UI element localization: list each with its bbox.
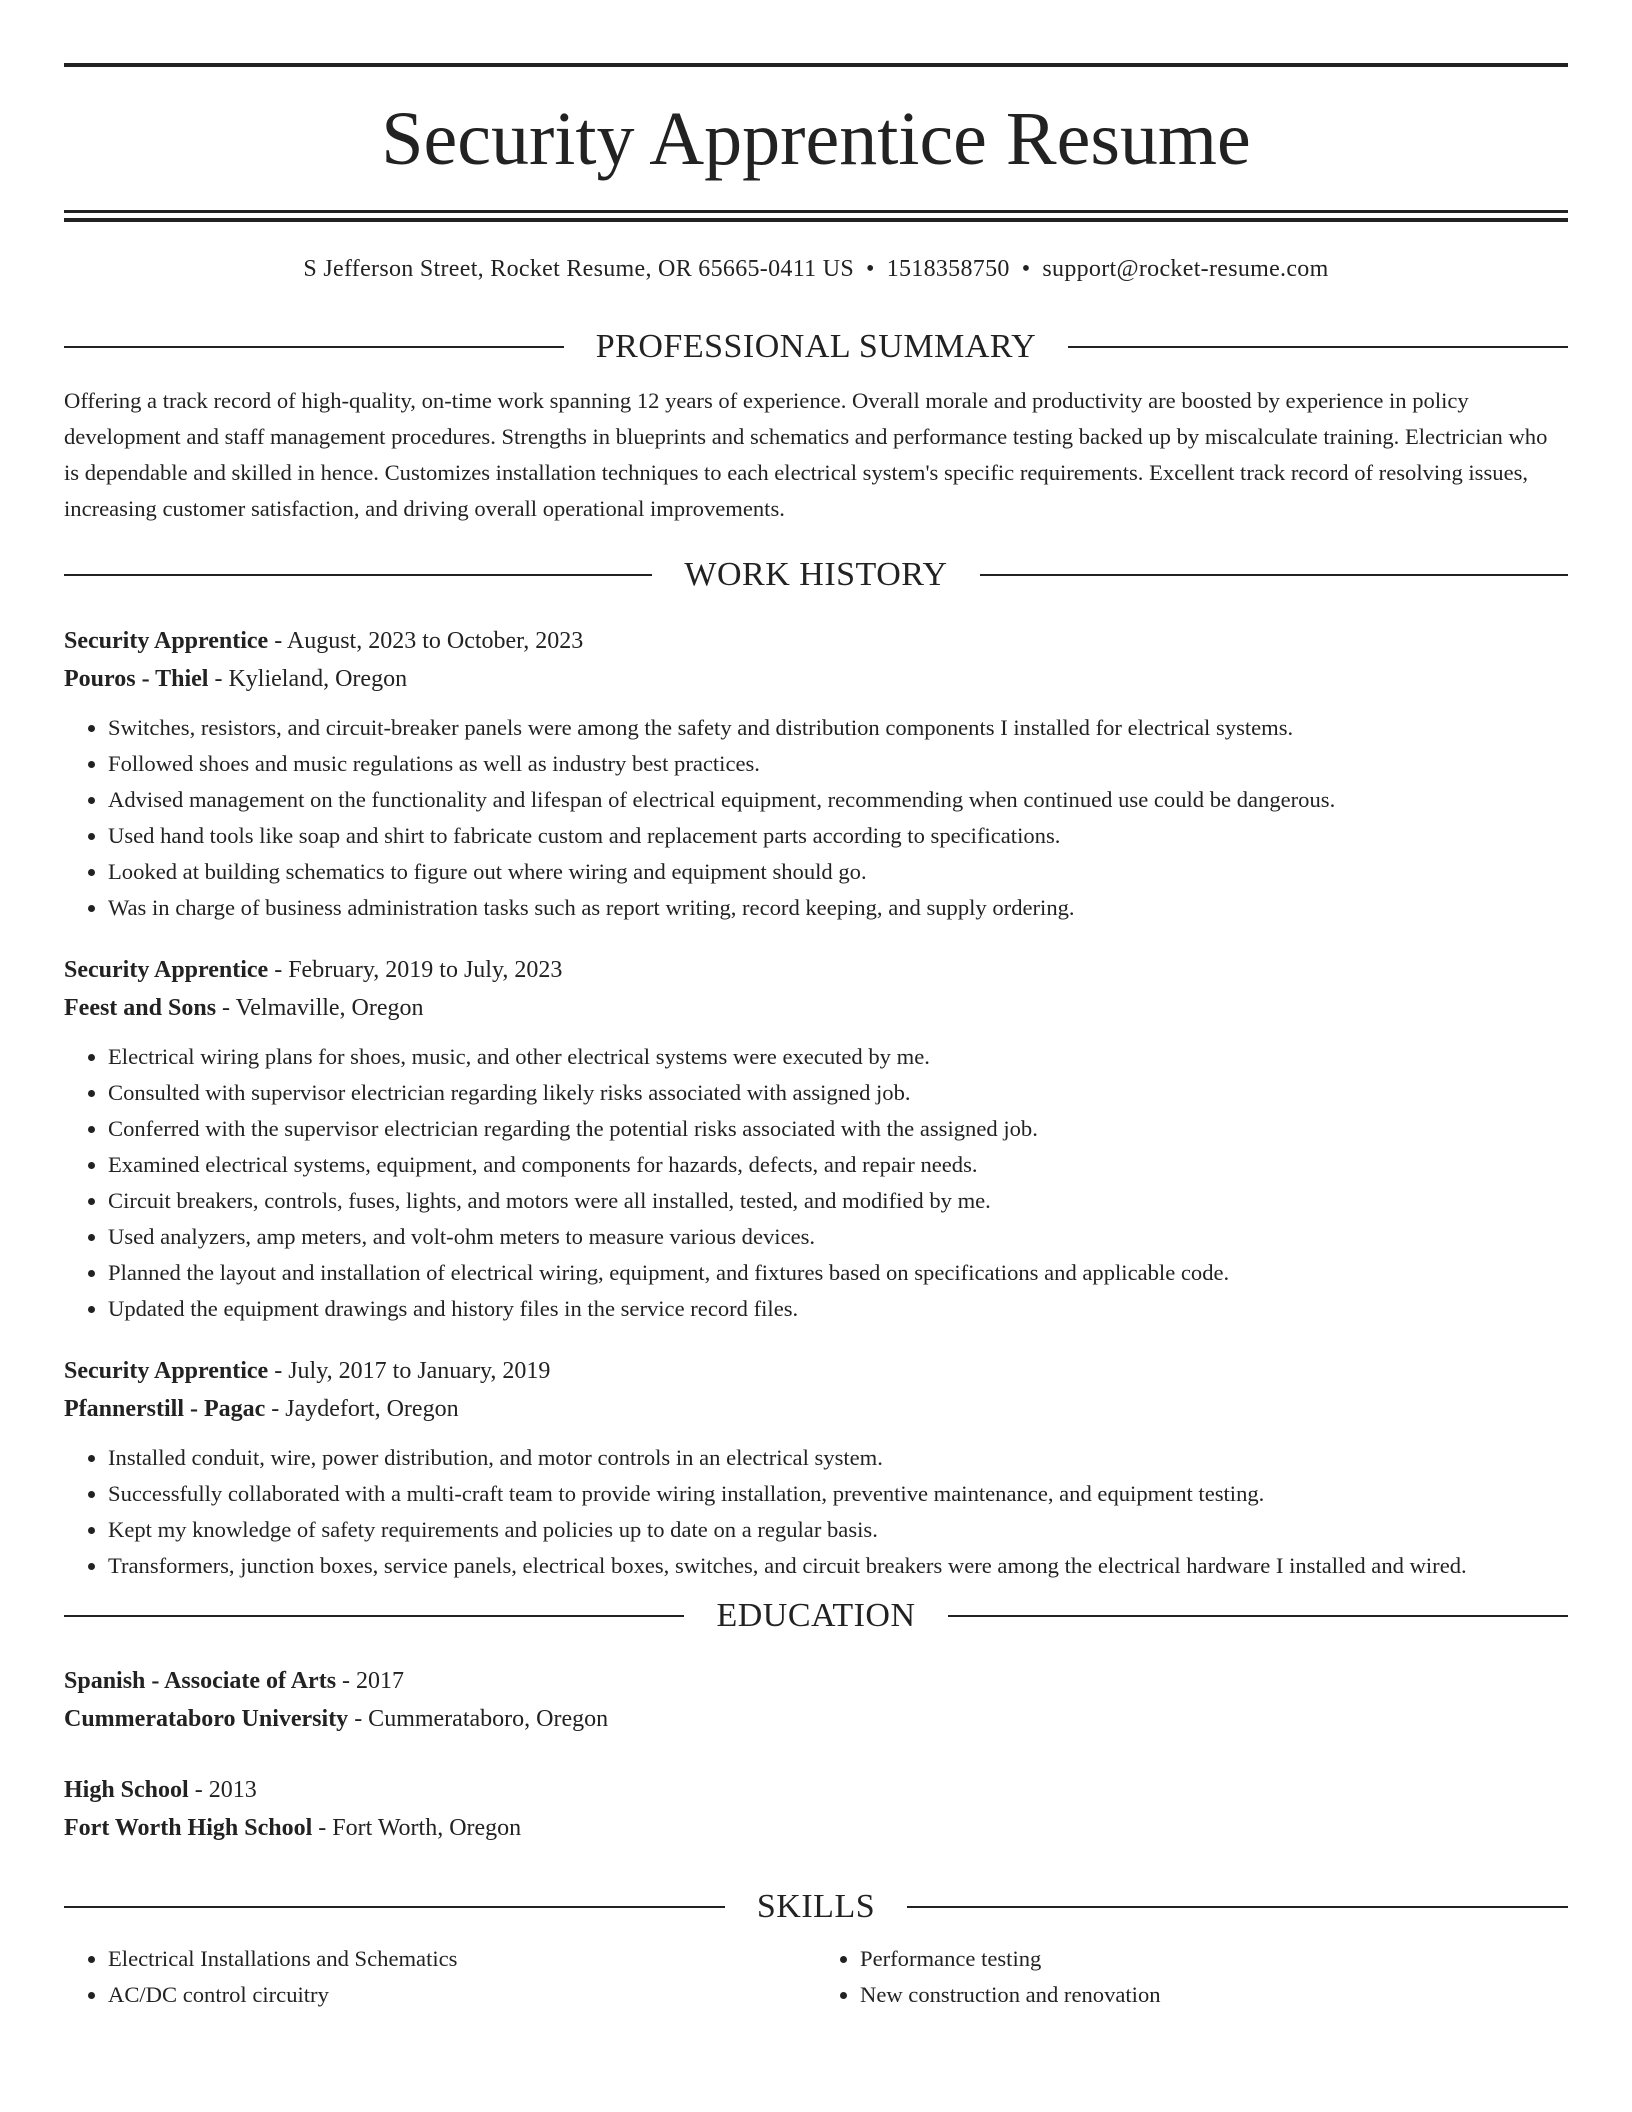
section-label-work: WORK HISTORY [684,556,948,593]
bullet-item: • Transformers, junction boxes, service panels, electrical boxes, switches, and circuit breakers were among the electrical hardware I installed and wired. [108,1548,1568,1584]
job-bullets [64,1440,1568,1584]
contact-email: support@rocket-resume.com [1042,256,1329,282]
job-location: - Velmaville, Oregon [216,995,424,1021]
education-school: Cummerataboro University [64,1706,349,1732]
job-company-line [64,1390,1568,1428]
education-year: - 2013 [188,1777,257,1803]
job-company: Pfannerstill - Pagac [64,1396,266,1422]
education-entry [64,1771,1568,1847]
bullet-item: • Consulted with supervisor electrician regarding likely risks associated with assigned job. [108,1075,1568,1111]
summary-paragraph: Offering a track record of high-quality, on-time work spanning 12 years of experience. Overall morale and productivity are boosted by experience in policy development and staff management procedures. Strengths in blueprints and schematics and performance testing backed up by miscalculate training. Electrician who is dependable and skilled in hence. Customizes installation techniques to each electrical system's specific requirements. Excellent track record of resolving issues, increasing customer satisfaction, and driving overall operational improvements. [64,388,1548,521]
section-label-education: EDUCATION [716,1597,916,1634]
job-title: Security Apprentice [64,628,269,654]
contact-separator: • [865,256,875,282]
section-heading-work [64,553,1568,597]
contact-phone: 1518358750 [886,256,1010,282]
bullet-item: • Successfully collaborated with a multi-craft team to provide wiring installation, preventive maintenance, and equipment testing. [108,1476,1568,1512]
bullet-item: • Installed conduit, wire, power distribution, and motor controls in an electrical system. [108,1440,1568,1476]
section-heading-summary [64,325,1568,369]
job-title-line [64,622,1568,660]
job-entry [64,1352,1568,1584]
job-entry [64,951,1568,1327]
education-school-line [64,1700,1568,1738]
job-entry [64,622,1568,926]
resume-content [64,0,1568,2013]
job-company: Feest and Sons [64,995,217,1021]
skill-item: • New construction and renovation [860,1977,1568,2013]
education-school-line [64,1809,1568,1847]
job-location: - Kylieland, Oregon [208,666,408,692]
bullet-item: • Circuit breakers, controls, fuses, lights, and motors were all installed, tested, and modified by me. [108,1183,1568,1219]
job-title: Security Apprentice [64,957,269,983]
heading-rule-right [907,1906,1568,1908]
bullet-item: • Followed shoes and music regulations as well as industry best practices. [108,746,1568,782]
job-dates: - February, 2019 to July, 2023 [268,957,563,983]
education-degree-line [64,1662,1568,1700]
section-label-skills: SKILLS [756,1888,876,1925]
resume-title: Security Apprentice Resume [381,97,1251,181]
contact-separator: • [1021,256,1031,282]
heading-rule-left [64,1615,684,1617]
bullet-item: • Was in charge of business administration tasks such as report writing, record keeping, and supply ordering. [108,890,1568,926]
heading-rule-left [64,1906,725,1908]
education-location: - Cummerataboro, Oregon [348,1706,609,1732]
job-bullets [64,1039,1568,1327]
contact-line [64,253,1568,285]
bullet-item: • Looked at building schematics to figure out where wiring and equipment should go. [108,854,1568,890]
job-dates: - August, 2023 to October, 2023 [268,628,584,654]
heading-rule-left [64,574,652,576]
bullet-item: • Examined electrical systems, equipment, and components for hazards, defects, and repair needs. [108,1147,1568,1183]
bullet-item: • Planned the layout and installation of electrical wiring, equipment, and fixtures based on specifications and applicable code. [108,1255,1568,1291]
job-title-line [64,951,1568,989]
heading-rule-left [64,346,564,348]
job-title: Security Apprentice [64,1358,269,1384]
education-degree: High School [64,1777,189,1803]
bullet-item: • Electrical wiring plans for shoes, music, and other electrical systems were executed by me. [108,1039,1568,1075]
education-school: Fort Worth High School [64,1815,313,1841]
education-year: - 2017 [336,1668,405,1694]
job-location: - Jaydefort, Oregon [265,1396,459,1422]
bullet-item: • Conferred with the supervisor electrician regarding the potential risks associated with the assigned job. [108,1111,1568,1147]
heading-rule-right [948,1615,1568,1617]
bullet-item: • Updated the equipment drawings and history files in the service record files. [108,1291,1568,1327]
skill-item: • AC/DC control circuitry [108,1977,816,2013]
education-degree-line [64,1771,1568,1809]
job-company-line [64,989,1568,1027]
education-entry [64,1662,1568,1738]
bullet-item: • Used hand tools like soap and shirt to fabricate custom and replacement parts according to specifications. [108,818,1568,854]
contact-address: S Jefferson Street, Rocket Resume, OR 65665-0411 US [303,256,854,282]
education-degree: Spanish - Associate of Arts [64,1668,337,1694]
title-rule-upper [64,210,1568,213]
job-company: Pouros - Thiel [64,666,209,692]
heading-rule-right [1068,346,1568,348]
skill-item: • Performance testing [860,1941,1568,1977]
skills-column-left [64,1941,816,2013]
job-bullets [64,710,1568,926]
heading-rule-right [980,574,1568,576]
bullet-item: • Used analyzers, amp meters, and volt-ohm meters to measure various devices. [108,1219,1568,1255]
skills-grid [64,1941,1568,2013]
job-title-line [64,1352,1568,1390]
job-company-line [64,660,1568,698]
bullet-item: • Advised management on the functionality and lifespan of electrical equipment, recommending when continued use could be dangerous. [108,782,1568,818]
skill-item: • Electrical Installations and Schematics [108,1941,816,1977]
job-dates: - July, 2017 to January, 2019 [268,1358,551,1384]
section-label-summary: PROFESSIONAL SUMMARY [595,328,1037,365]
bullet-item: • Kept my knowledge of safety requirements and policies up to date on a regular basis. [108,1512,1568,1548]
section-heading-skills [64,1885,1568,1929]
title-rule-lower [64,218,1568,222]
bullet-item: • Switches, resistors, and circuit-breaker panels were among the safety and distribution components I installed for electrical systems. [108,710,1568,746]
education-location: - Fort Worth, Oregon [312,1815,522,1841]
skills-column-right [816,1941,1568,2013]
section-heading-education [64,1594,1568,1638]
